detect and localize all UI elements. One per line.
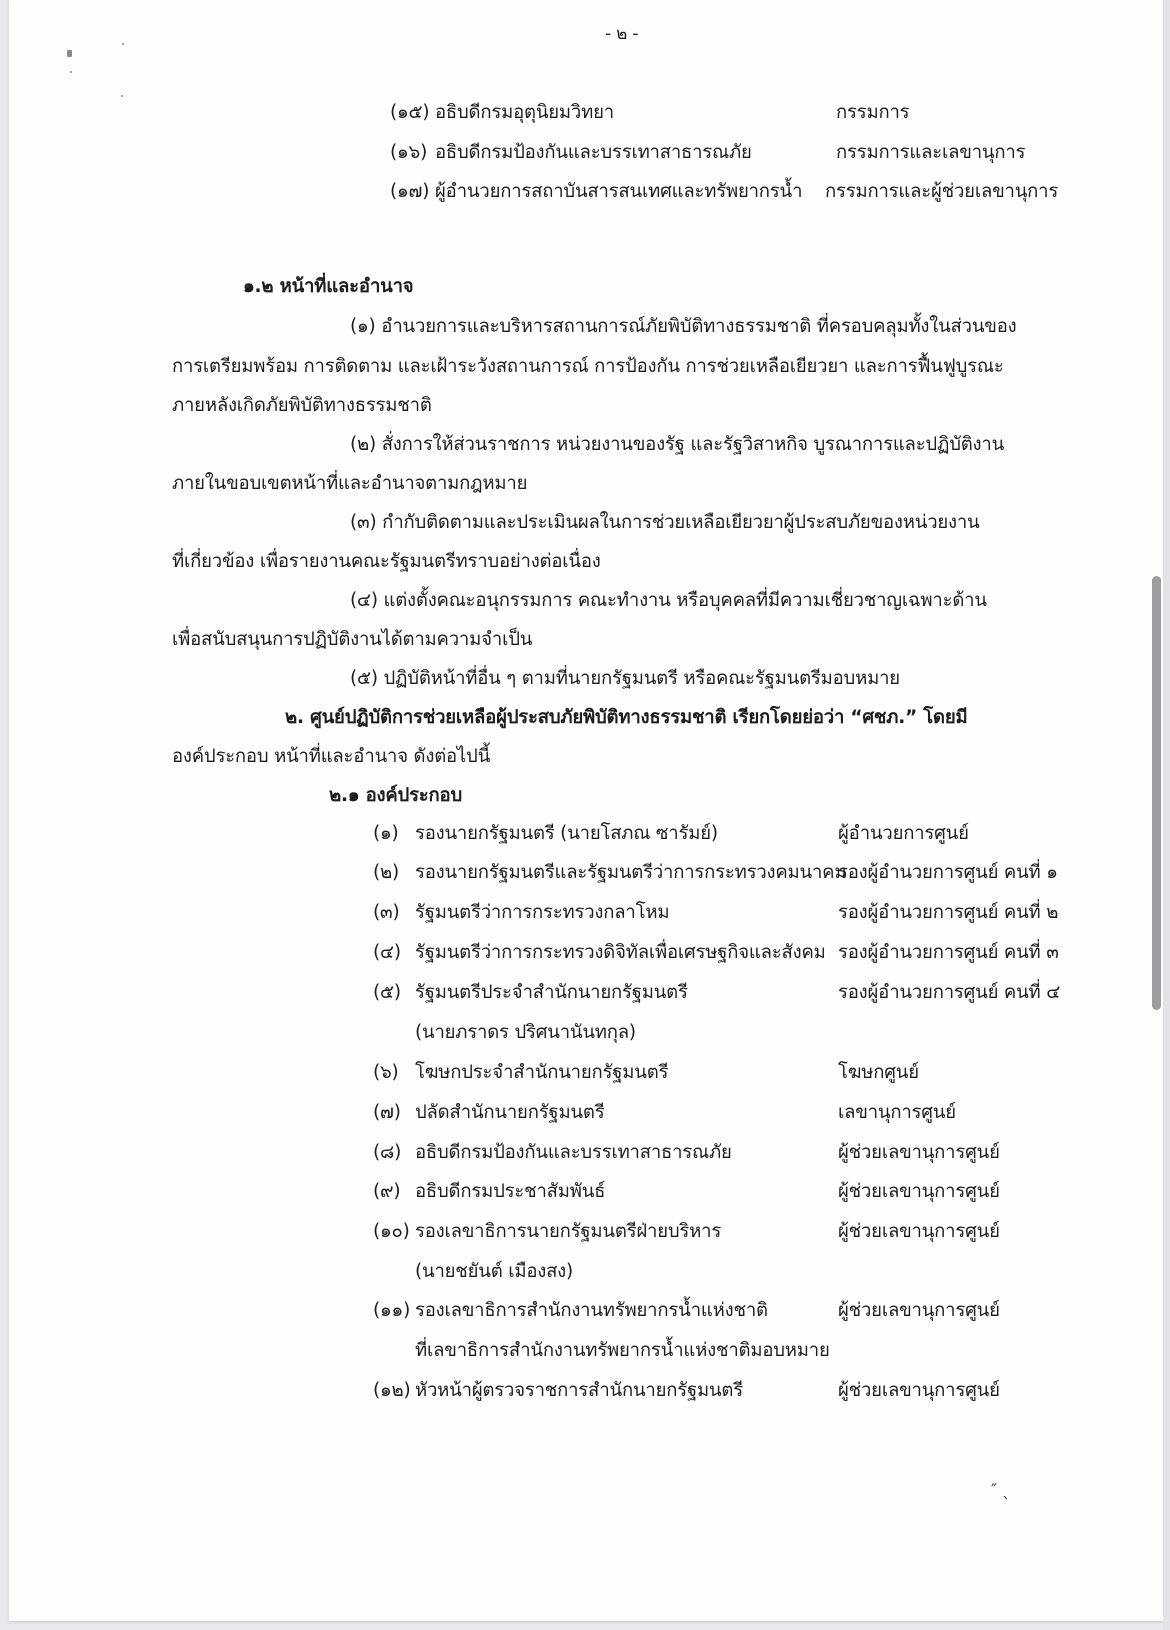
- member-name-cont: (นายชยันต์ เมืองสง): [415, 1261, 574, 1282]
- member-num: (๑): [373, 823, 399, 844]
- member-name: รองนายกรัฐมนตรี (นายโสภณ ซารัมย์): [415, 823, 718, 844]
- member-name: อธิบดีกรมประชาสัมพันธ์: [415, 1181, 606, 1202]
- section-heading-2-1: ๒.๑ องค์ประกอบ: [329, 785, 462, 806]
- member-num: (๔): [373, 942, 401, 963]
- paragraph-line: (๕) ปฏิบัติหน้าที่อื่น ๆ ตามที่นายกรัฐมนตรี หรือคณะรัฐมนตรีมอบหมาย: [350, 668, 900, 689]
- section-heading-1-2: ๑.๒ หน้าที่และอำนาจ: [243, 276, 414, 297]
- member-num: (๑๑): [373, 1300, 411, 1321]
- member-name: หัวหน้าผู้ตรวจราชการสำนักนายกรัฐมนตรี: [415, 1380, 743, 1401]
- member-name: รองเลขาธิการสำนักงานทรัพยากรน้ำแห่งชาติ: [415, 1300, 768, 1321]
- member-num: (๗): [373, 1102, 401, 1123]
- section-heading-2: ๒. ศูนย์ปฏิบัติการช่วยเหลือผู้ประสบภัยพิบัติทางธรรมชาติ เรียกโดยย่อว่า “ศชภ.” โดยมี: [285, 707, 968, 728]
- scan-speck: [67, 50, 72, 57]
- member-role: ผู้อำนวยการศูนย์: [838, 823, 969, 844]
- member-num: (๑๐): [373, 1221, 410, 1242]
- committee-item-num: (๑๖): [390, 142, 428, 163]
- scrollbar-track[interactable]: [1163, 0, 1170, 1630]
- member-role: รองผู้อำนวยการศูนย์ คนที่ ๑: [838, 862, 1058, 883]
- member-num: (๖): [373, 1062, 399, 1083]
- paragraph-line: ภายในขอบเขตหน้าที่และอำนาจตามกฎหมาย: [172, 473, 528, 494]
- member-name-cont: (นายภราดร ปริศนานันทกุล): [415, 1022, 636, 1043]
- scrollbar-thumb[interactable]: [1152, 576, 1161, 1010]
- committee-item-num: (๑๗): [390, 181, 430, 202]
- member-num: (๙): [373, 1181, 401, 1202]
- member-role: ผู้ช่วยเลขานุการศูนย์: [838, 1300, 1000, 1321]
- scan-speck: [121, 95, 123, 97]
- scan-speck: [122, 43, 124, 45]
- member-role: รองผู้อำนวยการศูนย์ คนที่ ๓: [838, 942, 1059, 963]
- paragraph-line: ภายหลังเกิดภัยพิบัติทางธรรมชาติ: [172, 395, 432, 416]
- member-name: รัฐมนตรีประจำสำนักนายกรัฐมนตรี: [415, 982, 688, 1003]
- committee-item-name: อธิบดีกรมอุตุนิยมวิทยา: [435, 102, 614, 123]
- paragraph-line: ที่เกี่ยวข้อง เพื่อรายงานคณะรัฐมนตรีทราบอย่างต่อเนื่อง: [172, 551, 601, 572]
- committee-item-name: อธิบดีกรมป้องกันและบรรเทาสาธารณภัย: [435, 142, 752, 163]
- member-role: เลขานุการศูนย์: [838, 1102, 956, 1123]
- member-name: ปลัดสำนักนายกรัฐมนตรี: [415, 1102, 605, 1123]
- member-name: รัฐมนตรีว่าการกระทรวงกลาโหม: [415, 902, 670, 923]
- paragraph-line: (๒) สั่งการให้ส่วนราชการ หน่วยงานของรัฐ และรัฐวิสาหกิจ บูรณาการและปฏิบัติงาน: [350, 434, 1005, 455]
- member-role: ผู้ช่วยเลขานุการศูนย์: [838, 1221, 1000, 1242]
- continuation-marks: ″ ˎ: [991, 1480, 1011, 1499]
- page-number: - ๒ -: [605, 24, 639, 44]
- section-heading-2-cont: องค์ประกอบ หน้าที่และอำนาจ ดังต่อไปนี้: [172, 746, 491, 767]
- member-num: (๕): [373, 982, 401, 1003]
- paragraph-line: การเตรียมพร้อม การติดตาม และเฝ้าระวังสถานการณ์ การป้องกัน การช่วยเหลือเยียวยา และการฟื้นฟูบูรณะ: [172, 356, 1004, 377]
- committee-item-num: (๑๕): [390, 102, 430, 123]
- member-name: อธิบดีกรมป้องกันและบรรเทาสาธารณภัย: [415, 1142, 732, 1163]
- member-name: รองเลขาธิการนายกรัฐมนตรีฝ่ายบริหาร: [415, 1221, 722, 1242]
- member-role: รองผู้อำนวยการศูนย์ คนที่ ๒: [838, 902, 1059, 923]
- member-name: รองนายกรัฐมนตรีและรัฐมนตรีว่าการกระทรวงคมนาคม: [415, 862, 847, 883]
- scan-speck: [70, 71, 72, 73]
- member-role: โฆษกศูนย์: [838, 1062, 919, 1083]
- member-name-cont: ที่เลขาธิการสำนักงานทรัพยากรน้ำแห่งชาติมอบหมาย: [415, 1340, 830, 1361]
- paragraph-line: เพื่อสนับสนุนการปฏิบัติงานได้ตามความจำเป็น: [172, 629, 533, 650]
- committee-item-role: กรรมการ: [836, 102, 910, 123]
- member-name: รัฐมนตรีว่าการกระทรวงดิจิทัลเพื่อเศรษฐกิจและสังคม: [415, 942, 826, 963]
- member-role: ผู้ช่วยเลขานุการศูนย์: [838, 1380, 1000, 1401]
- document-page: [9, 0, 1163, 1621]
- member-name: โฆษกประจำสำนักนายกรัฐมนตรี: [415, 1062, 669, 1083]
- paragraph-line: (๔) แต่งตั้งคณะอนุกรรมการ คณะทำงาน หรือบุคคลที่มีความเชี่ยวชาญเฉพาะด้าน: [350, 590, 987, 611]
- committee-item-role: กรรมการและผู้ช่วยเลขานุการ: [825, 181, 1059, 202]
- member-num: (๑๒): [373, 1380, 411, 1401]
- member-num: (๒): [373, 862, 400, 883]
- member-num: (๓): [373, 902, 400, 923]
- member-role: ผู้ช่วยเลขานุการศูนย์: [838, 1181, 1000, 1202]
- member-role: รองผู้อำนวยการศูนย์ คนที่ ๔: [838, 982, 1061, 1003]
- committee-item-name: ผู้อำนวยการสถาบันสารสนเทศและทรัพยากรน้ำ: [435, 181, 803, 202]
- committee-item-role: กรรมการและเลขานุการ: [836, 142, 1026, 163]
- member-num: (๘): [373, 1142, 402, 1163]
- paragraph-line: (๓) กำกับติดตามและประเมินผลในการช่วยเหลือเยียวยาผู้ประสบภัยของหน่วยงาน: [350, 512, 980, 533]
- member-role: ผู้ช่วยเลขานุการศูนย์: [838, 1142, 1000, 1163]
- paragraph-line: (๑) อำนวยการและบริหารสถานการณ์ภัยพิบัติทางธรรมชาติ ที่ครอบคลุมทั้งในส่วนของ: [350, 316, 1017, 337]
